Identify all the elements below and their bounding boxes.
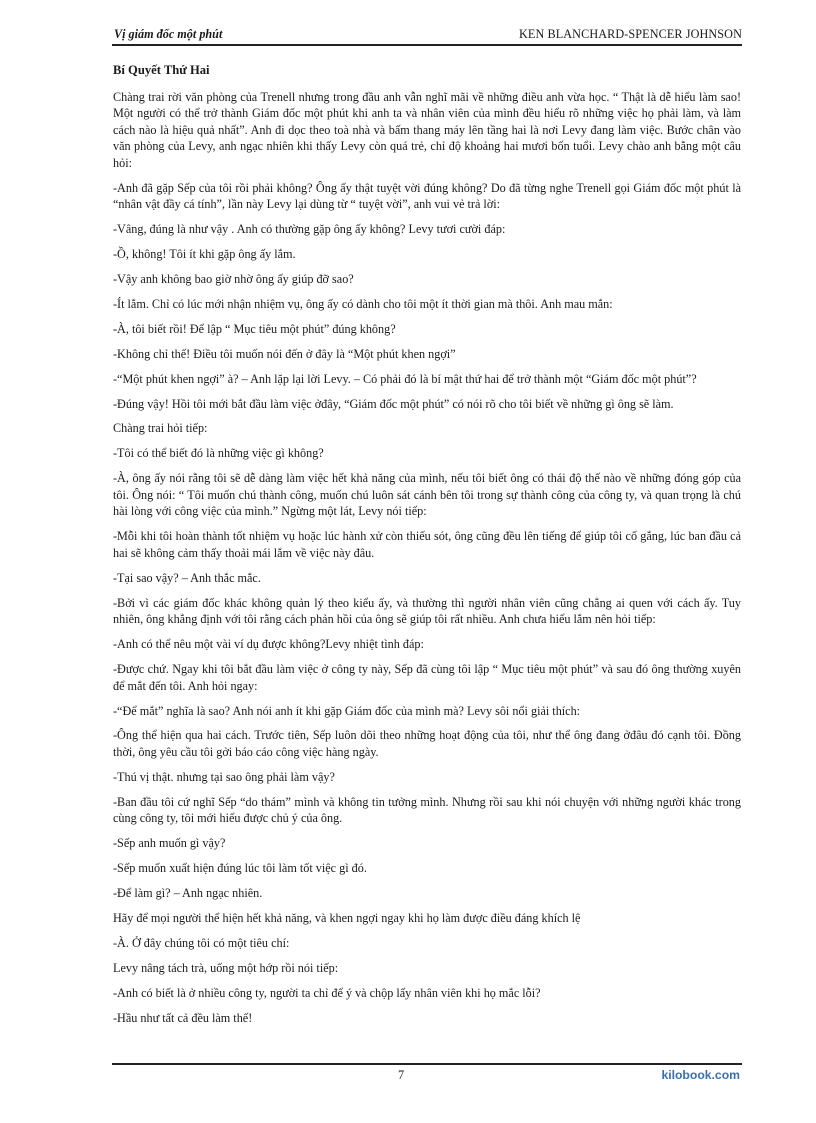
paragraph: -Tôi có thể biết đó là những việc gì không? [113, 446, 324, 461]
paragraph: -Tại sao vậy? – Anh thắc mắc. [113, 570, 261, 585]
paragraph: Chàng trai hỏi tiếp: [113, 421, 208, 436]
paragraph: -Không chỉ thế! Điều tôi muốn nói đến ở đây là “Một phút khen ngợi” [113, 346, 456, 361]
paragraph: -Đúng vậy! Hồi tôi mới bắt đầu làm việc ởđây, “Giám đốc một phút” có nói rõ cho tôi biết về những gì ông sẽ làm. [113, 396, 674, 411]
paragraph: -Sếp anh muốn gì vậy? [113, 836, 226, 851]
page-header [112, 26, 742, 44]
paragraph: -“Một phút khen ngợi” à? – Anh lặp lại lời Levy. – Có phải đó là bí mật thứ hai để trở thành một “Giám đốc một phút”? [113, 371, 697, 386]
paragraph: -Anh đã gặp Sếp của tôi rồi phải không? Ông ấy thật tuyệt vời đúng không? Do đã từng nghe Trenell gọi Giám đốc một phút là “nhân vật đầy cá tính”, lần này Levy lại dùng từ “ tuyệt vời”, anh vui vẻ trả lời: [113, 180, 741, 212]
page-body [113, 62, 741, 1034]
paragraph: -Ông thể hiện qua hai cách. Trước tiên, Sếp luôn dõi theo những hoạt động của tôi, như thể ông đang ởđâu đó cạnh tôi. Đồng thời, ông yêu cầu tôi gởi báo cáo công việc hàng ngày. [113, 728, 741, 760]
paragraph: -Ít lắm. Chỉ có lúc mới nhận nhiệm vụ, ông ấy có dành cho tôi một ít thời gian mà thôi. Anh mau mắn: [113, 297, 613, 312]
paragraph: -“Để mắt” nghĩa là sao? Anh nói anh ít khi gặp Giám đốc của mình mà? Levy sôi nổi giải thích: [113, 703, 581, 718]
paragraph: -Sếp muốn xuất hiện đúng lúc tôi làm tốt việc gì đó. [113, 861, 367, 876]
paragraph: -Để làm gì? – Anh ngạc nhiên. [113, 886, 263, 901]
paragraph: -Vậy anh không bao giờ nhờ ông ấy giúp đỡ sao? [113, 272, 354, 287]
paragraph: Levy nâng tách trà, uống một hớp rồi nói tiếp: [113, 960, 339, 975]
paragraph: Chàng trai rời văn phòng của Trenell nhưng trong đầu anh vẫn nghĩ mãi về những điều anh vừa học. “ Thật là dễ hiểu làm sao! Một người có thể trở thành Giám đốc một phút khi anh ta và nhân viên của mình đều hiểu rõ những việc họ phải làm, và làm cách nào là hiệu quả nhất”. Anh đi dọc theo toà nhà và bấm thang máy lên tầng hai là nơi Levy đang làm việc. Bước chân vào văn phòng của Levy, anh ngạc nhiên khi thấy Levy còn quá trẻ, chỉ độ khoảng hai mươi bốn tuổi. Levy chào anh bằng một câu hỏi: [113, 89, 741, 170]
paragraph: -Hầu như tất cả đều làm thế! [113, 1010, 253, 1025]
paragraph: -Anh có thể nêu một vài ví dụ được không?Levy nhiệt tình đáp: [113, 637, 424, 652]
paragraph: -Thú vị thật. nhưng tại sao ông phải làm vậy? [113, 769, 335, 784]
paragraph: -Ban đầu tôi cứ nghĩ Sếp “do thám” mình và không tin tưởng mình. Nhưng rồi sau khi nói chuyện với những người khác trong cùng công ty, tôi mới hiểu được chủ ý của ông. [113, 794, 741, 826]
paragraph: -Anh có biết là ở nhiều công ty, người ta chỉ để ý và chộp lấy nhân viên khi họ mắc lỗi? [113, 985, 541, 1000]
section-title: Bí Quyết Thứ Hai [113, 63, 210, 77]
paragraph: -Được chứ. Ngay khi tôi bắt đầu làm việc ở công ty này, Sếp đã cùng tôi lập “ Mục tiêu một phút” và sau đó ông thường xuyên để mắt đến tôi. Anh hỏi ngay: [113, 662, 741, 693]
paragraph: -Ồ, không! Tôi ít khi gặp ông ấy lắm. [113, 247, 296, 262]
header-rule [112, 44, 742, 46]
book-title: Vị giám đốc một phút [114, 27, 223, 41]
footer-rule [112, 1063, 742, 1065]
paragraph: -À. Ở đây chúng tôi có một tiêu chí: [113, 935, 290, 950]
paragraph: -Vâng, đúng là như vậy . Anh có thường gặp ông ấy không? Levy tươi cười đáp: [113, 222, 506, 237]
paragraph: Hãy để mọi người thể hiện hết khả năng, và khen ngợi ngay khi họ làm được điều đáng khích lệ [113, 910, 581, 925]
paragraph: -À, ông ấy nói rằng tôi sẽ dễ dàng làm việc hết khả năng của mình, nếu tôi biết ông có thái độ thế nào về những đóng góp của tôi. Ông nói: “ Tôi muốn chú thành công, muốn chú luôn sát cánh bên tôi trong sự thành công của công ty, và quan trọng là chú hài lòng với công việc của mình.” Ngừng một lát, Levy nói tiếp: [113, 471, 741, 519]
book-authors: KEN BLANCHARD-SPENCER JOHNSON [519, 27, 742, 41]
page-number: 7 [398, 1068, 405, 1082]
paragraph-list [113, 89, 741, 1027]
paragraph: -Bởi vì các giám đốc khác không quản lý theo kiểu ấy, và thường thì người nhân viên cũng chẳng ai quen với cách ấy. Tuy nhiên, ông khẳng định với tôi rằng cách phản hồi của ông sẽ giúp tôi rất nhiều. Anh chưa hiểu lắm nên hỏi tiếp: [113, 595, 741, 627]
site-link[interactable]: kilobook.com [661, 1068, 740, 1082]
paragraph: -À, tôi biết rồi! Để lập “ Mục tiêu một phút” đúng không? [113, 321, 396, 336]
paragraph: -Mỗi khi tôi hoàn thành tốt nhiệm vụ hoặc lúc hành xử còn thiếu sót, ông cũng đều lên tiếng để giúp tôi cố gắng, lúc ban đầu cả hai sẽ không cảm thấy thoải mái lắm về việc này đâu. [113, 529, 741, 560]
